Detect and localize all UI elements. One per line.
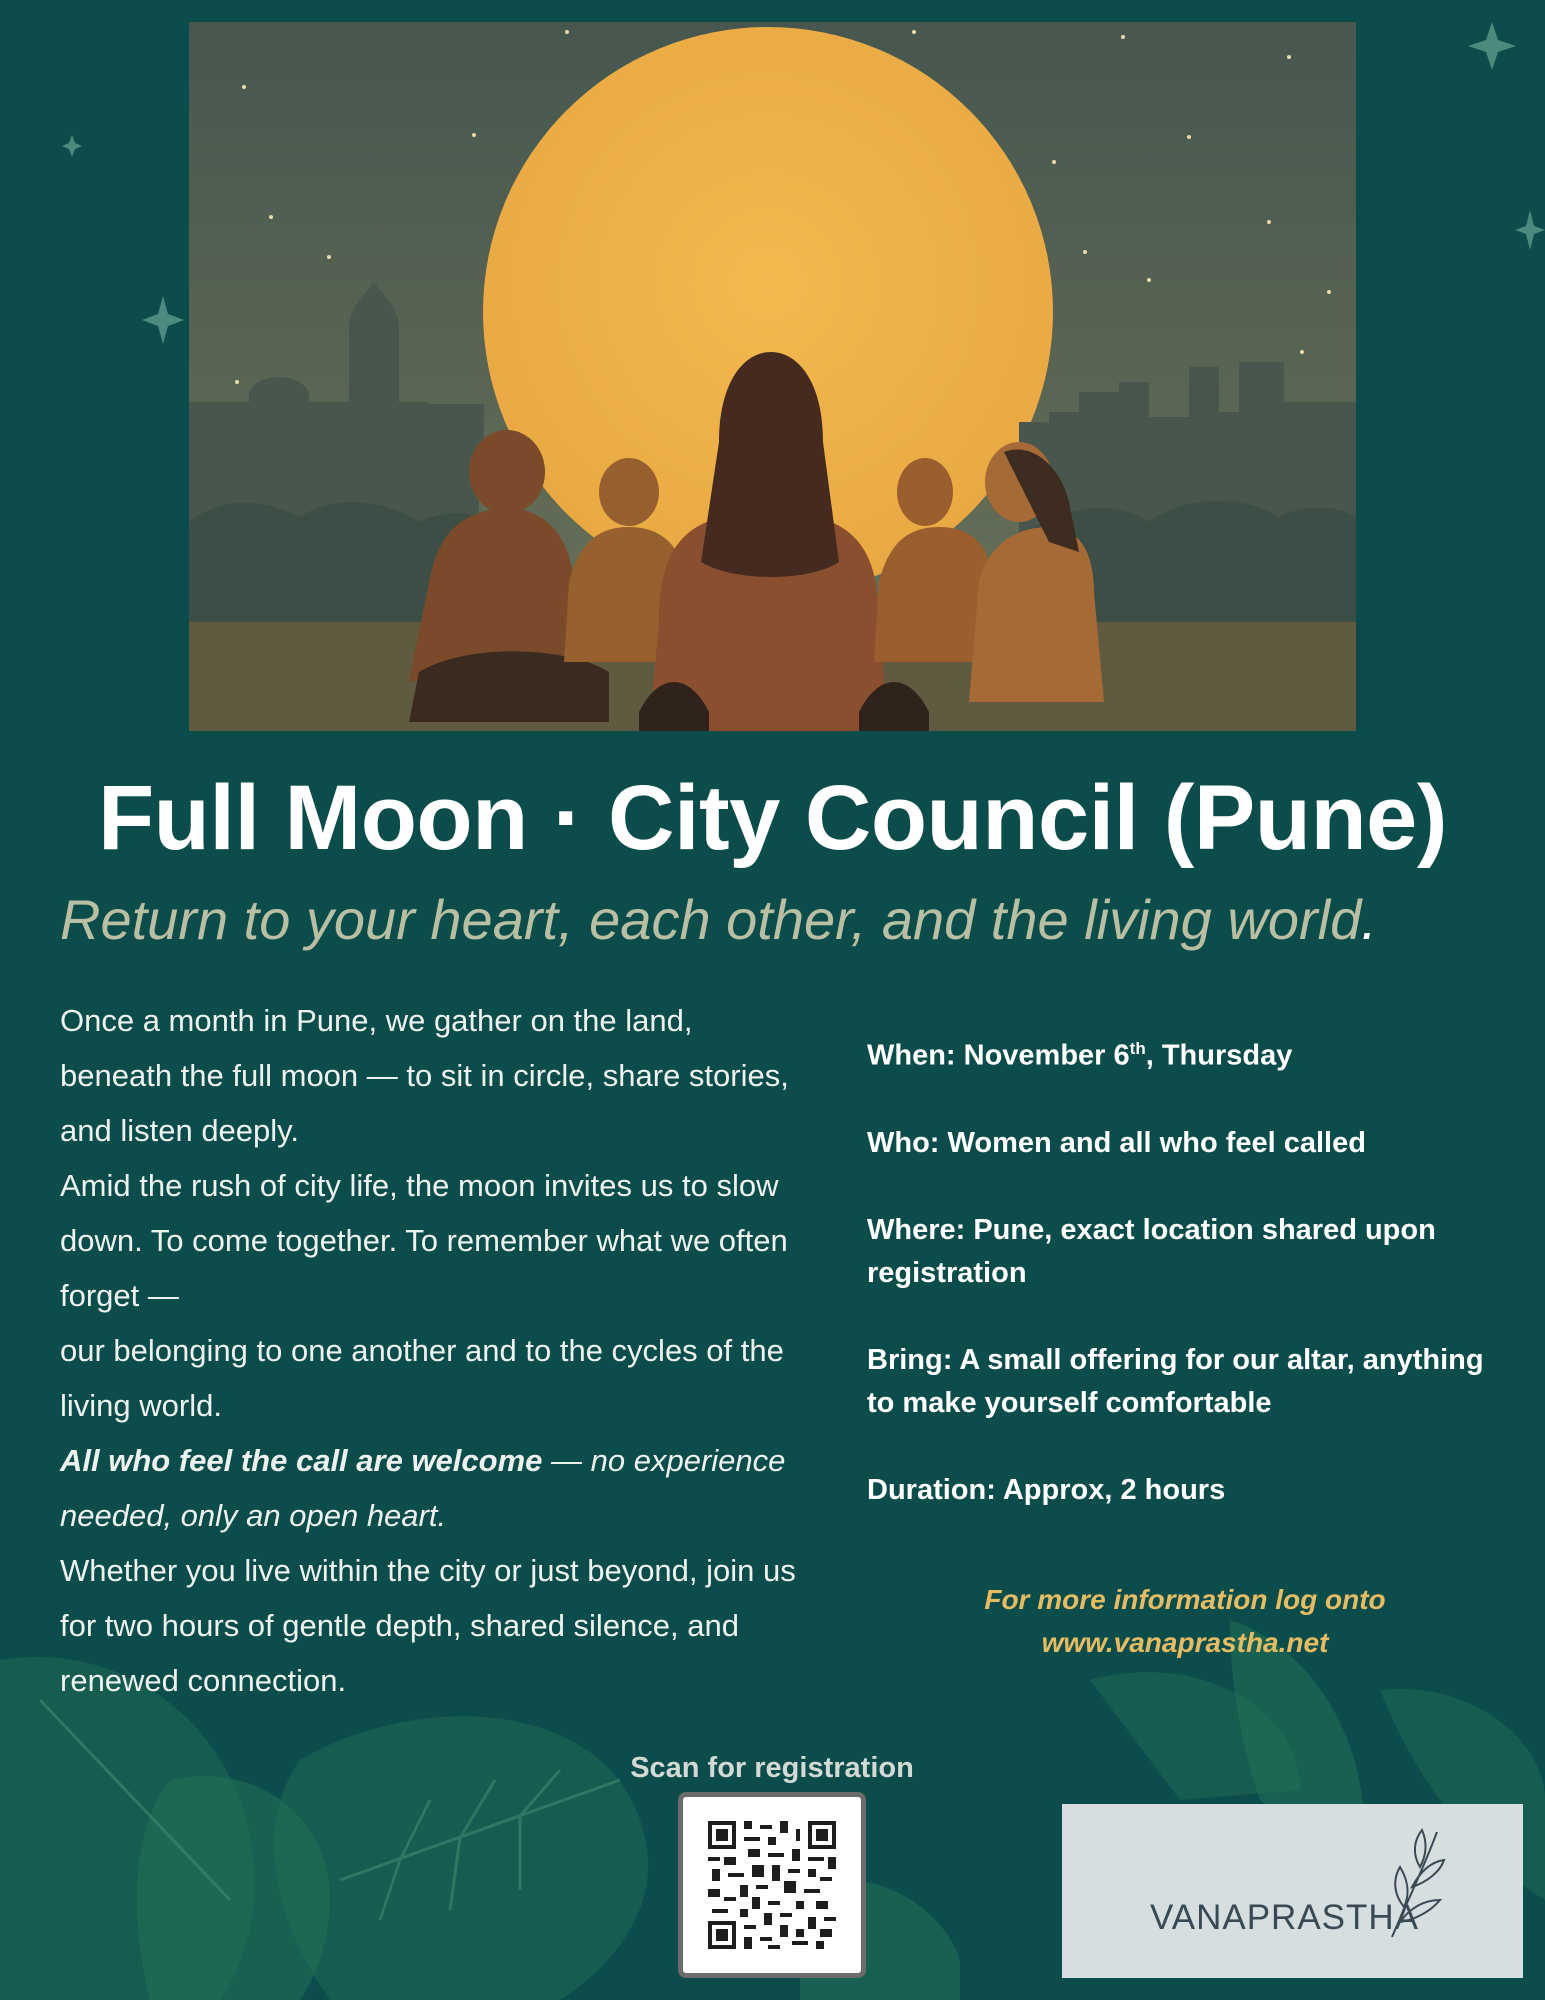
website-link[interactable]: www.vanaprastha.net bbox=[1041, 1627, 1329, 1658]
registration-qr-code[interactable] bbox=[678, 1792, 866, 1978]
intro-paragraph-5: Whether you live within the city or just beyond, join us for two hours of gentle depth, shared silence, and renewed connection. bbox=[60, 1553, 796, 1698]
more-info-line: For more information log onto bbox=[984, 1584, 1386, 1615]
intro-paragraph-2: Amid the rush of city life, the moon invites us to slow down. To come together. To remember what we often forget — bbox=[60, 1168, 788, 1313]
more-info bbox=[905, 1578, 1465, 1664]
when-day: , Thursday bbox=[1145, 1039, 1293, 1072]
detail-bring: Bring: A small offering for our altar, anything to make yourself comfortable bbox=[867, 1343, 1484, 1419]
welcome-rest: — no experience needed, only an open heart. bbox=[60, 1443, 786, 1533]
logo-wordmark: VANAPRASTHA bbox=[1150, 1898, 1420, 1937]
tagline-period: . bbox=[1361, 888, 1377, 951]
when-ordinal: th bbox=[1129, 1039, 1146, 1058]
intro-paragraph-1: Once a month in Pune, we gather on the land, beneath the full moon — to sit in circle, share stories, and listen deeply. bbox=[60, 1003, 789, 1148]
detail-duration: Duration: Approx, 2 hours bbox=[867, 1473, 1226, 1506]
tagline-text: Return to your heart, each other, and the living world bbox=[60, 888, 1362, 951]
tagline bbox=[60, 887, 1500, 953]
event-details bbox=[867, 1027, 1507, 1556]
detail-where: Where: Pune, exact location shared upon registration bbox=[867, 1213, 1436, 1289]
intro-paragraph-3: our belonging to one another and to the cycles of the living world. bbox=[60, 1333, 784, 1423]
intro-text bbox=[60, 993, 800, 1708]
qr-code-icon bbox=[708, 1821, 836, 1949]
when-text: When: November 6 bbox=[867, 1039, 1130, 1072]
scan-label: Scan for registration bbox=[630, 1752, 914, 1784]
page-title: Full Moon · City Council (Pune) bbox=[97, 767, 1447, 869]
detail-when bbox=[867, 1027, 1507, 1078]
intro-paragraph-welcome bbox=[60, 1433, 800, 1543]
leaf-branch-icon bbox=[1382, 1822, 1462, 1942]
detail-who: Who: Women and all who feel called bbox=[867, 1126, 1366, 1159]
vanaprastha-logo bbox=[1062, 1804, 1523, 1978]
welcome-bold: All who feel the call are welcome bbox=[60, 1443, 543, 1478]
hero-illustration bbox=[189, 22, 1356, 731]
